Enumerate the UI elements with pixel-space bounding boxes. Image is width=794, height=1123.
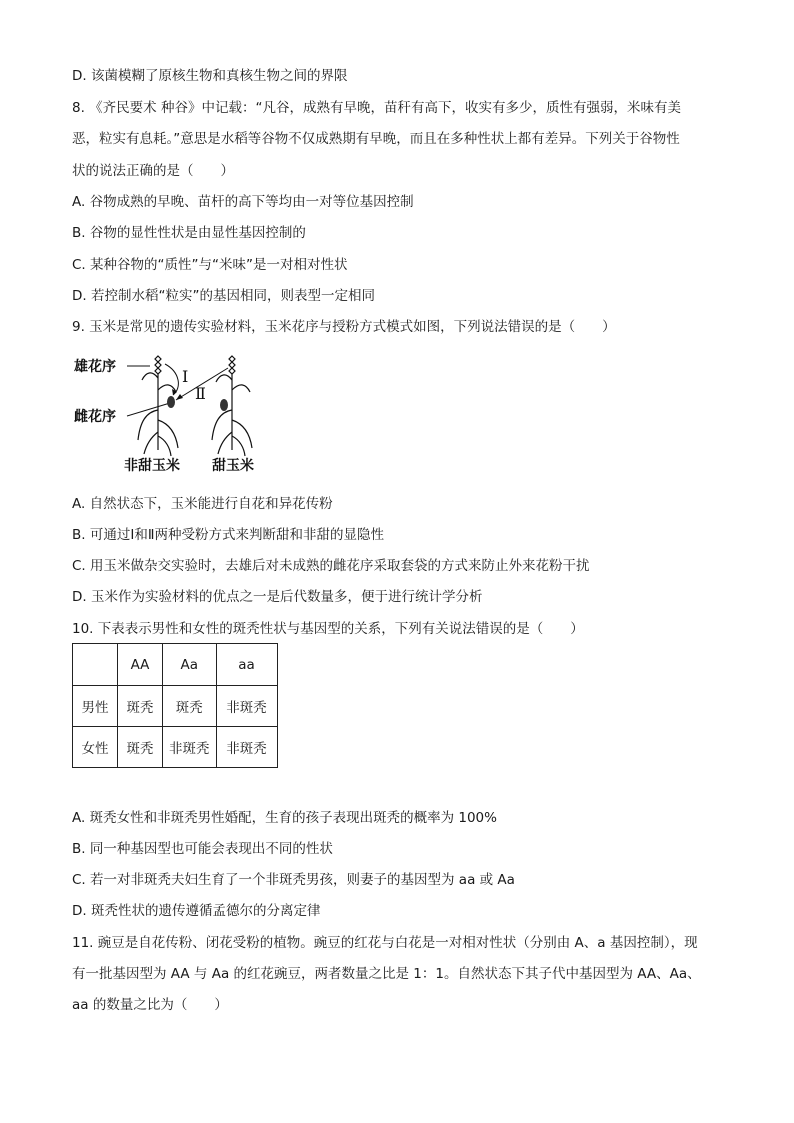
option-9b: B. 可通过Ⅰ和Ⅱ两种受粉方式来判断甜和非甜的显隐性 <box>72 527 384 543</box>
option-8d: D. 若控制水稻“粒实”的基因相同，则表型一定相同 <box>72 288 375 304</box>
table-row-header: 女性 <box>73 727 118 768</box>
table-cell: 斑秃 <box>118 727 163 768</box>
question-8-stem-line3: 状的说法正确的是（ ） <box>72 163 234 179</box>
question-9-stem: 9. 玉米是常见的遗传实验材料，玉米花序与授粉方式模式如图，下列说法错误的是（ ） <box>72 319 616 335</box>
question-10-stem: 10. 下表表示男性和女性的斑秃性状与基因型的关系，下列有关说法错误的是（ ） <box>72 621 584 637</box>
table-header-row <box>73 644 278 686</box>
option-10b: B. 同一种基因型也可能会表现出不同的性状 <box>72 841 333 857</box>
table-header-cell: aa <box>216 644 277 686</box>
question-8-stem-line1: 8. 《齐民要术 种谷》中记载：“凡谷，成熟有早晚，苗秆有高下，收实有多少，质性有强弱，米味有美 <box>72 100 681 116</box>
non-sweet-corn-label: 非甜玉米 <box>124 458 180 474</box>
baldness-genotype-table <box>72 643 278 768</box>
right-corn-plant <box>212 356 252 456</box>
table-header-cell: AA <box>118 644 163 686</box>
route-2-arrowhead <box>176 394 183 400</box>
option-10d: D. 斑秃性状的遗传遵循孟德尔的分离定律 <box>72 903 321 919</box>
option-8b: B. 谷物的显性性状是由显性基因控制的 <box>72 225 306 241</box>
table-cell: 非斑秃 <box>163 727 217 768</box>
route-1-label: Ⅰ <box>182 367 189 386</box>
male-inflorescence-label: 雄花序 <box>74 359 116 375</box>
left-corn-plant <box>138 356 178 456</box>
option-8a: A. 谷物成熟的早晚、苗杆的高下等均由一对等位基因控制 <box>72 194 414 210</box>
table-cell: 斑秃 <box>118 686 163 727</box>
option-10a: A. 斑秃女性和非斑秃男性婚配，生育的孩子表现出斑秃的概率为 100% <box>72 810 497 826</box>
option-7d: D. 该菌模糊了原核生物和真核生物之间的界限 <box>72 68 348 84</box>
table-cell: 非斑秃 <box>216 727 277 768</box>
question-11-stem-line1: 11. 豌豆是自花传粉、闭花受粉的植物。豌豆的红花与白花是一对相对性状（分别由 A、a 基因控制），现 <box>72 935 698 951</box>
female-inflorescence-label: 雌花序 <box>74 409 116 425</box>
option-9a: A. 自然状态下，玉米能进行自花和异花传粉 <box>72 496 333 512</box>
left-ear <box>167 396 175 408</box>
table-cell: 斑秃 <box>163 686 217 727</box>
option-10c: C. 若一对非斑秃夫妇生育了一个非斑秃男孩，则妻子的基因型为 aa 或 Aa <box>72 872 515 888</box>
table-corner-cell <box>73 644 118 686</box>
question-11-stem-line2: 有一批基因型为 AA 与 Aa 的红花豌豆，两者数量之比是 1：1。自然状态下其子代中基因型为 AA、Aa、 <box>72 966 701 982</box>
table-header-cell: Aa <box>163 644 217 686</box>
right-ear <box>220 399 228 411</box>
table-row <box>73 727 278 768</box>
question-8-stem-line2: 恶，粒实有息耗。”意思是水稻等谷物不仅成熟期有早晚，而且在多种性状上都有差异。下列关于谷物性 <box>72 131 680 147</box>
option-8c: C. 某种谷物的“质性”与“米味”是一对相对性状 <box>72 257 348 273</box>
table-cell: 非斑秃 <box>216 686 277 727</box>
table-row <box>73 686 278 727</box>
corn-pollination-figure <box>72 350 302 480</box>
route-2-label: Ⅱ <box>195 384 206 403</box>
sweet-corn-label: 甜玉米 <box>212 458 254 474</box>
option-9d: D. 玉米作为实验材料的优点之一是后代数量多，便于进行统计学分析 <box>72 589 483 605</box>
option-9c: C. 用玉米做杂交实验时，去雄后对未成熟的雌花序采取套袋的方式来防止外来花粉干扰 <box>72 558 590 574</box>
route-1-arrow <box>165 364 178 395</box>
table-row-header: 男性 <box>73 686 118 727</box>
question-11-stem-line3: aa 的数量之比为（ ） <box>72 997 228 1013</box>
